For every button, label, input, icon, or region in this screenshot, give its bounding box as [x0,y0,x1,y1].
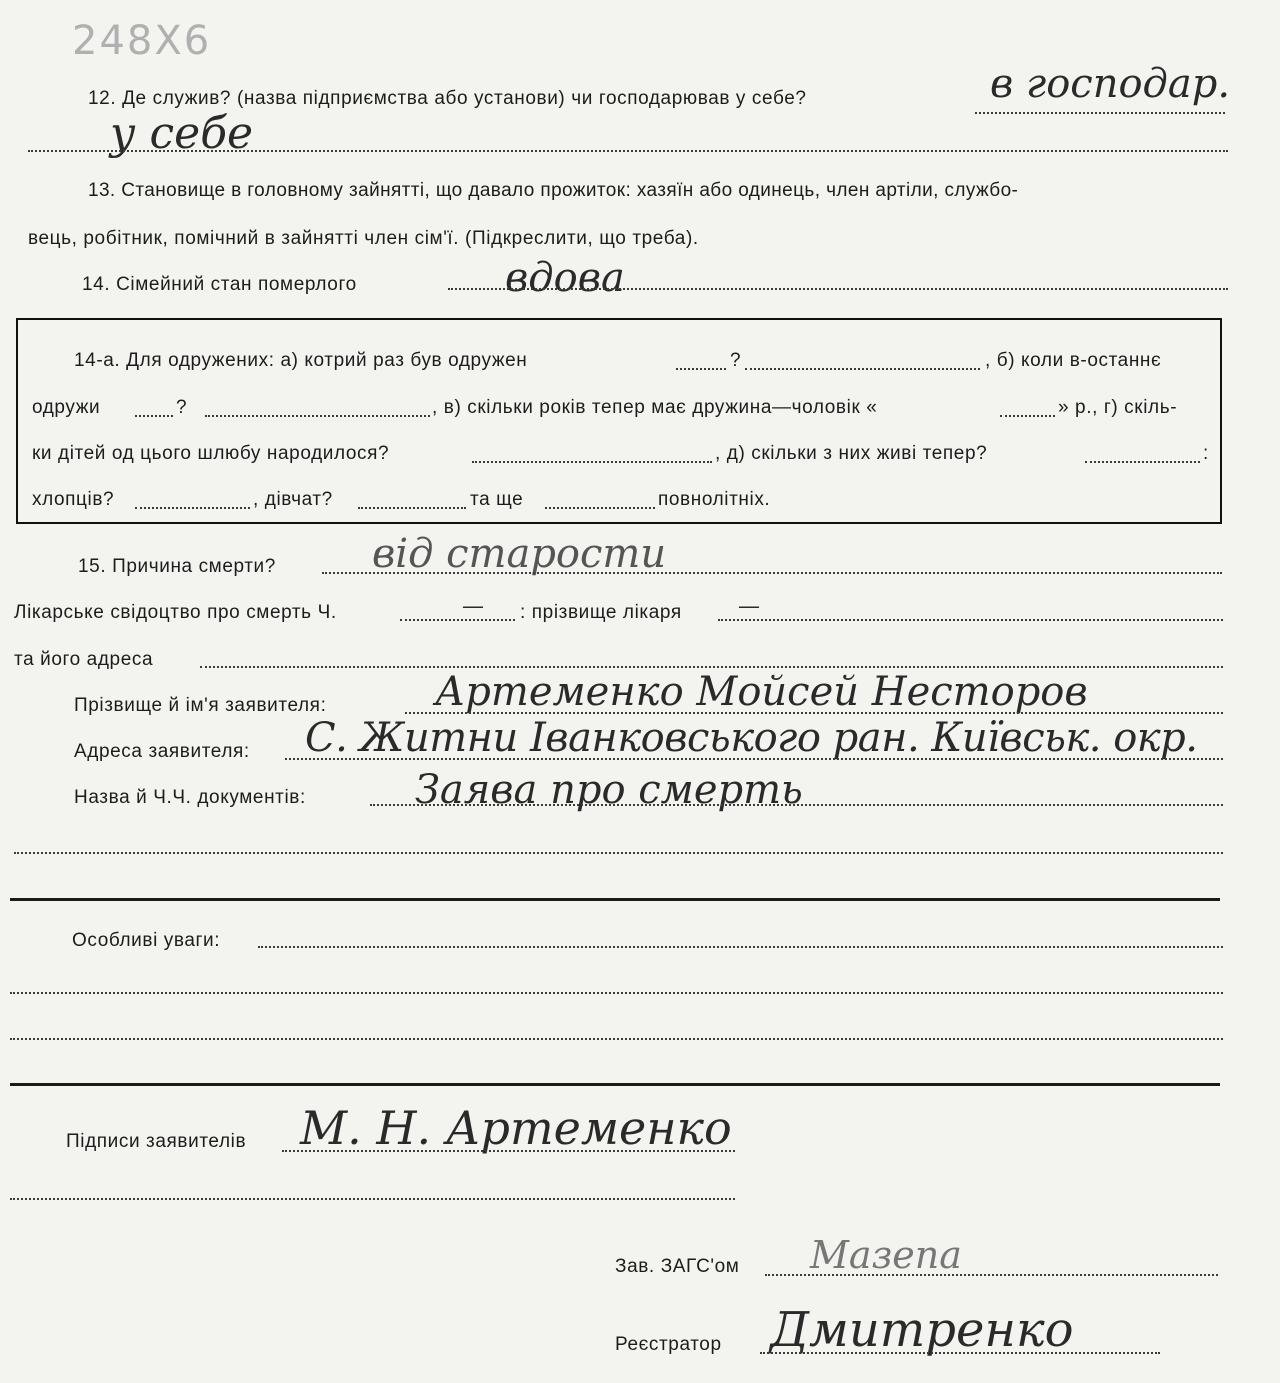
applicants-signature-line-2 [10,1198,735,1200]
q14a-box [16,318,1222,524]
q12-label: 12. Де служив? (назва підприємства або установи) чи господарював у себе? [88,88,807,109]
applicants-signature-line [282,1150,735,1152]
q13-line-2: вець, робітник, помічний в зайнятті член сім'ї. (Підкреслити, що треба). [28,228,699,249]
q14-line [448,288,1228,290]
doctor-address-label: та його адреса [14,649,154,670]
q14a-line1-a: 14-а. Для одружених: а) котрий раз був одружен [74,350,528,371]
q15-label: 15. Причина смерти? [78,556,276,577]
q14a-blank-8 [135,507,250,509]
applicant-name-line [405,712,1223,714]
registrar-label: Реєстратор [615,1334,722,1355]
q12-line-2 [28,150,1228,152]
q14a-blank-4 [205,415,430,417]
q14a-blank-9 [358,507,466,509]
q14a-blank-6 [472,461,712,463]
q14a-line2-b: , в) скільки років тепер має дружина—чоловік « [432,397,878,418]
q14a-line3-c: : [1203,443,1209,464]
q14a-blank-3 [135,415,173,417]
applicant-docs-label: Назва й Ч.Ч. документів: [74,787,306,808]
q14a-blank-7 [1085,461,1200,463]
q14a-line1-b: , б) коли в-останнє [985,350,1162,371]
applicant-address-value: С. Житни Іванковського ран. Київськ. окр. [305,715,1198,761]
doctor-certificate-value: — [462,594,484,619]
q13-line-1: 13. Становище в головному зайнятті, що давало прожиток: хазяїн або одинець, член артіли, службо- [88,180,1019,201]
remarks-line-1 [258,946,1223,948]
applicants-signature: М. Н. Артеменко [300,1101,732,1155]
q14a-line4-a: хлопців? [32,489,115,510]
q14a-line1-q: ? [730,350,742,371]
head-signature: Мазепа [810,1233,962,1277]
doctor-surname-line [718,619,1223,621]
applicant-address-label: Адреса заявителя: [74,741,250,762]
remarks-line-3 [10,1038,1223,1040]
doctor-surname-label: : прізвище лікаря [520,602,682,623]
q14a-line3-a: ки дітей од цього шлюбу народилося? [32,443,390,464]
separator-1 [10,898,1220,901]
applicants-signature-label: Підписи заявителів [66,1131,247,1152]
q14a-line3-b: , д) скільки з них живі тепер? [715,443,988,464]
q12-line-1 [975,112,1225,114]
applicant-name-value: Артеменко Мойсей Несторов [435,669,1088,715]
q14a-line2-a: одружи [32,397,101,418]
q14a-line2-c: » р., г) скіль- [1058,397,1178,418]
archive-mark: 248Х6 [72,18,212,64]
remarks-line-2 [10,992,1223,994]
doctor-address-line [200,666,1223,668]
q14a-blank-2 [745,368,980,370]
applicant-name-label: Прізвище й ім'я заявителя: [74,695,327,716]
applicant-address-line [285,758,1223,760]
q15-answer: від старости [372,531,667,577]
q12-answer-2: у себе [110,108,254,159]
q14a-blank-10 [545,507,655,509]
registrar-signature: Дмитренко [770,1302,1074,1358]
applicant-docs-line [370,804,1223,806]
doctor-surname-value: — [738,594,760,619]
separator-2 [10,1083,1220,1086]
q15-line [322,572,1222,574]
applicant-docs-value: Заява про смерть [415,767,803,813]
q14a-line4-c: та ще [470,489,524,510]
doctor-certificate-line [400,619,515,621]
q14a-line2-q: ? [176,397,188,418]
q14a-blank-1 [676,368,726,370]
q14-answer: вдова [505,255,625,301]
remarks-label: Особливі уваги: [72,930,221,951]
q14a-line4-d: повнолітніх. [658,489,771,510]
q14a-blank-5 [1000,415,1055,417]
registrar-signature-line [760,1352,1160,1354]
head-signature-line [765,1274,1218,1276]
extra-line [14,852,1223,854]
q12-answer-1: в господар. [990,61,1231,107]
head-label: Зав. ЗАГС'ом [615,1256,740,1277]
q14a-line4-b: , дівчат? [253,489,333,510]
q14-label: 14. Сімейний стан померлого [82,274,357,295]
doctor-certificate-label: Лікарське свідоцтво про смерть Ч. [14,602,337,623]
